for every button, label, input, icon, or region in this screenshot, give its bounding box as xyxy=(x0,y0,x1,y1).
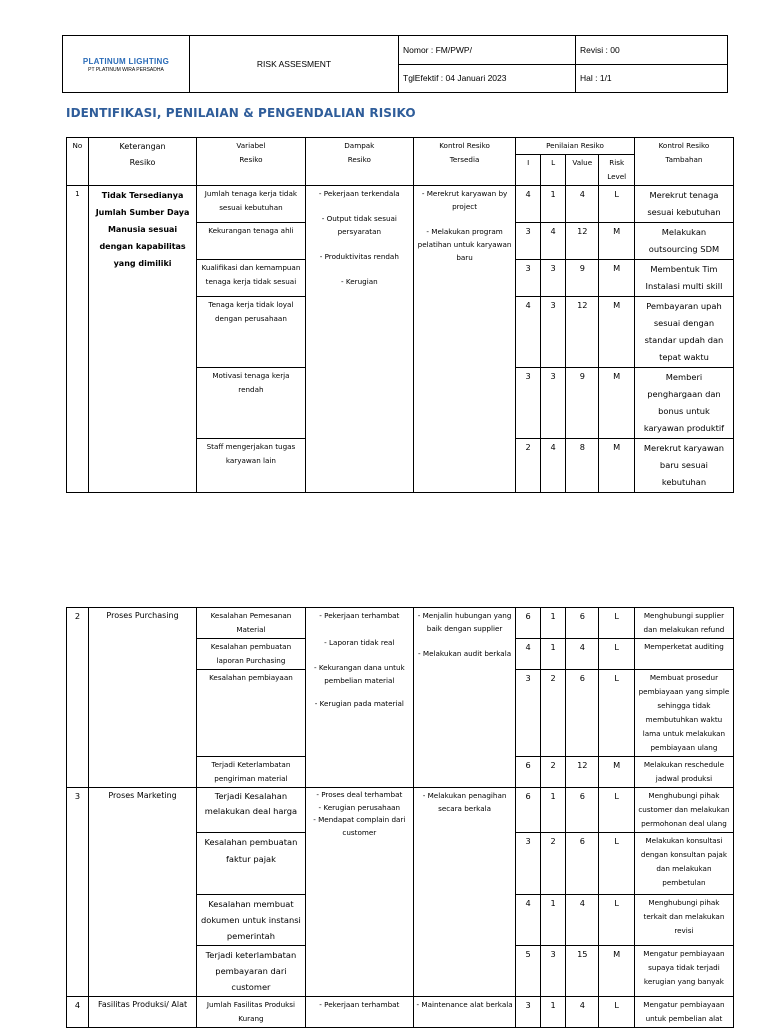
section-title: IDENTIFIKASI, PENILAIAN & PENGENDALIAN RISIKO xyxy=(66,106,416,120)
doc-nomor: Nomor : FM/PWP/ xyxy=(399,36,576,65)
doc-hal: Hal : 1/1 xyxy=(576,64,728,93)
cell-level: M xyxy=(599,946,634,997)
cell-level: M xyxy=(599,223,634,260)
logo-company: PT PLATINUM WIRA PERSADHA xyxy=(88,67,164,73)
cell-value: 9 xyxy=(566,260,599,297)
row-var: Jumlah tenaga kerja tidak sesuai kebutuhan xyxy=(197,186,305,223)
row-dampak: - Pekerjaan terhambat xyxy=(305,997,413,1028)
cell-tambahan: Membentuk Tim Instalasi multi skill xyxy=(634,260,733,297)
row-var: Terjadi Kesalahan melakukan deal harga xyxy=(197,788,305,833)
row-var: Kekurangan tenaga ahli xyxy=(197,223,305,260)
cell-value: 15 xyxy=(566,946,599,997)
row-var: Kesalahan membuat dokumen untuk instansi pemerintah xyxy=(197,895,305,946)
row-var: Staff mengerjakan tugas karyawan lain xyxy=(197,439,305,493)
row-no: 4 xyxy=(67,997,89,1028)
cell-value: 6 xyxy=(566,608,599,639)
cell-value: 12 xyxy=(566,757,599,788)
table-row xyxy=(67,788,734,833)
cell-tambahan: Melakukan konsultasi dengan konsultan pajak dan melakukan pembetulan xyxy=(634,833,733,895)
cell-i: 4 xyxy=(516,895,541,946)
cell-tambahan: Membuat prosedur pembiayaan yang simple sehingga tidak membutuhkan waktu lama untuk melakukan pembiayaan ulang xyxy=(634,670,733,757)
cell-value: 6 xyxy=(566,788,599,833)
col-dampak: Dampak Resiko xyxy=(305,138,413,186)
cell-l: 1 xyxy=(541,895,566,946)
cell-value: 9 xyxy=(566,368,599,439)
cell-level: M xyxy=(599,757,634,788)
col-ket: Keterangan Resiko xyxy=(88,138,196,186)
cell-tambahan: Menghubungi pihak terkait dan melakukan revisi xyxy=(634,895,733,946)
cell-i: 6 xyxy=(516,608,541,639)
risk-table-1 xyxy=(66,137,734,493)
cell-level: M xyxy=(599,439,634,493)
row-var: Terjadi Keterlambatan pengiriman material xyxy=(197,757,305,788)
cell-tambahan: Merekrut tenaga sesuai kebutuhan xyxy=(634,186,733,223)
cell-level: L xyxy=(599,670,634,757)
cell-i: 3 xyxy=(516,260,541,297)
cell-i: 3 xyxy=(516,368,541,439)
col-l: L xyxy=(541,155,566,186)
row-dampak: - Pekerjaan terhambat - Laporan tidak real - Kekurangan dana untuk pembelian material - Kerugian pada material xyxy=(305,608,413,788)
cell-i: 2 xyxy=(516,439,541,493)
row-var: Terjadi keterlambatan pembayaran dari customer xyxy=(197,946,305,997)
cell-l: 4 xyxy=(541,223,566,260)
cell-l: 4 xyxy=(541,439,566,493)
cell-tambahan: Menghubungi pihak customer dan melakukan permohonan deal ulang xyxy=(634,788,733,833)
cell-i: 3 xyxy=(516,223,541,260)
cell-value: 4 xyxy=(566,997,599,1028)
col-var: Variabel Resiko xyxy=(197,138,305,186)
cell-tambahan: Merekrut karyawan baru sesuai kebutuhan xyxy=(634,439,733,493)
cell-tambahan: Menghubungi supplier dan melakukan refund xyxy=(634,608,733,639)
logo-name: PLATINUM LIGHTING xyxy=(82,57,170,66)
col-level: Risk Level xyxy=(599,155,634,186)
cell-i: 5 xyxy=(516,946,541,997)
cell-l: 1 xyxy=(541,997,566,1028)
cell-i: 6 xyxy=(516,757,541,788)
cell-l: 3 xyxy=(541,297,566,368)
cell-level: L xyxy=(599,608,634,639)
row-var: Motivasi tenaga kerja rendah xyxy=(197,368,305,439)
row-var: Kesalahan Pemesanan Material xyxy=(197,608,305,639)
row-ket: Fasilitas Produksi/ Alat xyxy=(88,997,196,1028)
cell-i: 4 xyxy=(516,297,541,368)
row-ket: Tidak Tersedianya Jumlah Sumber Daya Manusia sesuai dengan kapabilitas yang dimiliki xyxy=(88,186,196,493)
cell-i: 3 xyxy=(516,670,541,757)
cell-i: 4 xyxy=(516,639,541,670)
table-row xyxy=(67,997,734,1028)
row-var: Tenaga kerja tidak loyal dengan perusahaan xyxy=(197,297,305,368)
doc-tgl: TglEfektif : 04 Januari 2023 xyxy=(399,64,576,93)
cell-tambahan: Melakukan reschedule jadwal produksi xyxy=(634,757,733,788)
row-ket: Proses Purchasing xyxy=(88,608,196,788)
cell-l: 2 xyxy=(541,670,566,757)
row-no: 1 xyxy=(67,186,89,493)
cell-tambahan: Mengatur pembiayaan untuk pembelian alat xyxy=(634,997,733,1028)
cell-value: 6 xyxy=(566,833,599,895)
row-kontrol: - Merekrut karyawan by project - Melakukan program pelatihan untuk karyawan baru xyxy=(414,186,516,493)
row-dampak: - Pekerjaan terkendala - Output tidak sesuai persyaratan - Produktivitas rendah - Kerugian xyxy=(305,186,413,493)
row-var: Kesalahan pembuatan faktur pajak xyxy=(197,833,305,895)
row-no: 3 xyxy=(67,788,89,997)
cell-level: L xyxy=(599,895,634,946)
cell-i: 6 xyxy=(516,788,541,833)
cell-tambahan: Memperketat auditing xyxy=(634,639,733,670)
cell-value: 8 xyxy=(566,439,599,493)
header-row xyxy=(67,138,734,155)
row-kontrol: - Menjalin hubungan yang baik dengan supplier - Melakukan audit berkala xyxy=(414,608,516,788)
cell-value: 12 xyxy=(566,297,599,368)
cell-l: 1 xyxy=(541,186,566,223)
row-var: Kesalahan pembuatan laporan Purchasing xyxy=(197,639,305,670)
row-var: Jumlah Fasilitas Produksi Kurang xyxy=(197,997,305,1028)
doc-revisi: Revisi : 00 xyxy=(576,36,728,65)
cell-tambahan: Memberi penghargaan dan bonus untuk karyawan produktif xyxy=(634,368,733,439)
cell-i: 4 xyxy=(516,186,541,223)
row-no: 2 xyxy=(67,608,89,788)
col-i: I xyxy=(516,155,541,186)
cell-l: 2 xyxy=(541,833,566,895)
cell-value: 12 xyxy=(566,223,599,260)
table-row xyxy=(67,186,734,223)
cell-level: M xyxy=(599,260,634,297)
cell-l: 1 xyxy=(541,788,566,833)
cell-tambahan: Mengatur pembiayaan supaya tidak terjadi kerugian yang banyak xyxy=(634,946,733,997)
cell-l: 2 xyxy=(541,757,566,788)
cell-level: L xyxy=(599,997,634,1028)
cell-l: 3 xyxy=(541,260,566,297)
col-kontrol: Kontrol Resiko Tersedia xyxy=(414,138,516,186)
cell-tambahan: Melakukan outsourcing SDM xyxy=(634,223,733,260)
risk-table-2 xyxy=(66,607,734,1028)
cell-value: 4 xyxy=(566,639,599,670)
col-tambahan: Kontrol Resiko Tambahan xyxy=(634,138,733,186)
row-kontrol: - Melakukan penagihan secara berkala xyxy=(414,788,516,997)
cell-level: L xyxy=(599,788,634,833)
cell-l: 3 xyxy=(541,368,566,439)
doc-title: RISK ASSESMENT xyxy=(190,36,399,93)
cell-i: 3 xyxy=(516,997,541,1028)
cell-level: M xyxy=(599,368,634,439)
row-ket: Proses Marketing xyxy=(88,788,196,997)
cell-l: 1 xyxy=(541,639,566,670)
row-var: Kualifikasi dan kemampuan tenaga kerja tidak sesuai xyxy=(197,260,305,297)
cell-tambahan: Pembayaran upah sesuai dengan standar updah dan tepat waktu xyxy=(634,297,733,368)
cell-l: 3 xyxy=(541,946,566,997)
col-no: No xyxy=(67,138,89,186)
col-value: Value xyxy=(566,155,599,186)
table-row xyxy=(67,608,734,639)
row-dampak: - Proses deal terhambat - Kerugian perusahaan - Mendapat complain dari customer xyxy=(305,788,413,997)
company-logo xyxy=(63,36,190,93)
cell-level: L xyxy=(599,833,634,895)
cell-level: L xyxy=(599,186,634,223)
cell-value: 4 xyxy=(566,186,599,223)
cell-i: 3 xyxy=(516,833,541,895)
row-var: Kesalahan pembiayaan xyxy=(197,670,305,757)
cell-value: 6 xyxy=(566,670,599,757)
cell-value: 4 xyxy=(566,895,599,946)
col-penilaian: Penilaian Resiko xyxy=(516,138,635,155)
cell-level: L xyxy=(599,639,634,670)
document-header xyxy=(62,35,728,93)
row-kontrol: - Maintenance alat berkala xyxy=(414,997,516,1028)
cell-l: 1 xyxy=(541,608,566,639)
cell-level: M xyxy=(599,297,634,368)
